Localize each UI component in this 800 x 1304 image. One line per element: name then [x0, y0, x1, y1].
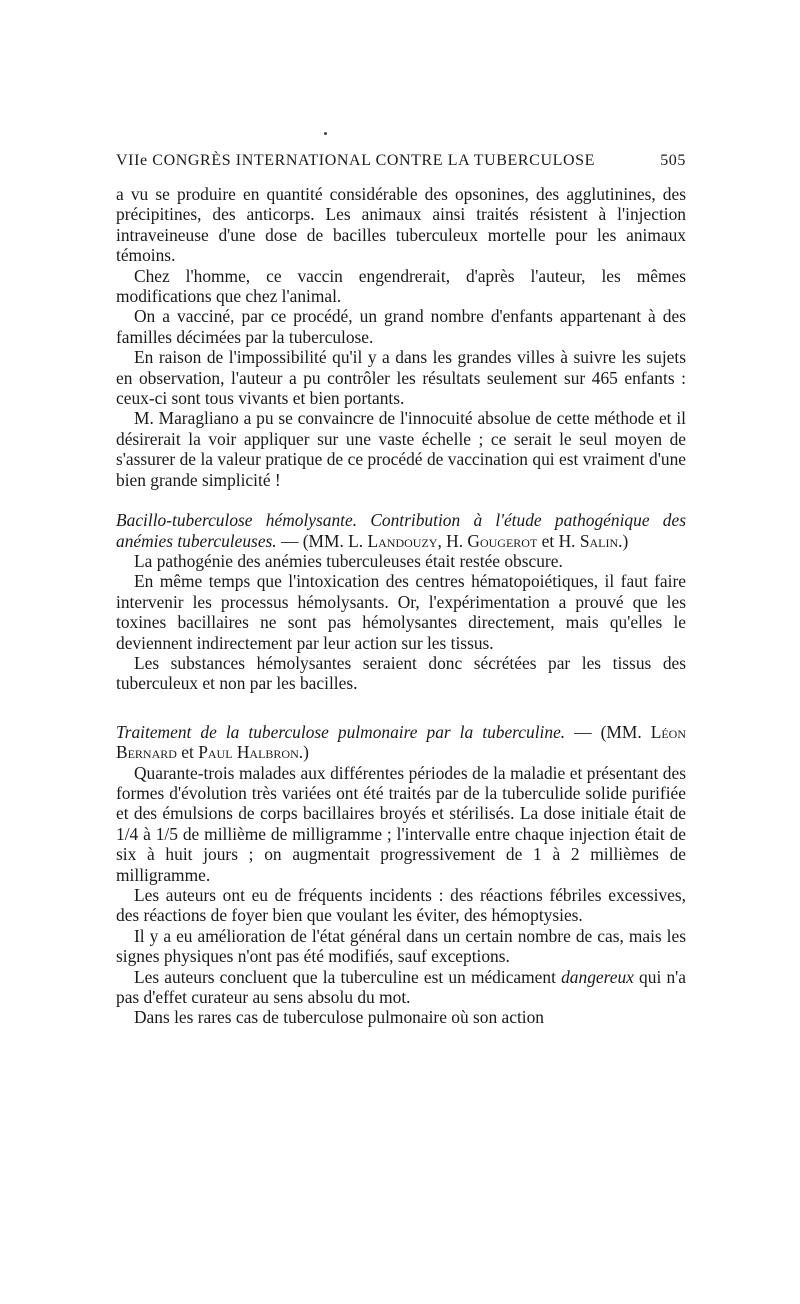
paragraph: En même temps que l'intoxication des centres hématopoiétiques, il faut faire intervenir les processus hémolysants. Or, l'expérimentation a prouvé que les toxines bacillaires ne sont pas hémolysantes directement, mais qu'elles le deviennent indirectement par leur action sur les tissus.	[116, 571, 686, 653]
paragraph: En raison de l'impossibilité qu'il y a dans les grandes villes à suivre les sujets en observation, l'auteur a pu contrôler les résultats seulement sur 465 enfants : ceux-ci sont tous vivants et bien portants.	[116, 347, 686, 409]
print-speck	[324, 132, 327, 135]
document-page	[116, 152, 686, 1028]
paragraph: Les auteurs ont eu de fréquents incidents : des réactions fébriles excessives, des réactions de foyer bien que voulant les éviter, des hémoptysies.	[116, 885, 686, 926]
paragraph: On a vacciné, par ce procédé, un grand nombre d'enfants appartenant à des familles décimées par la tuberculose.	[116, 306, 686, 347]
body-text	[116, 184, 686, 1028]
running-header	[116, 152, 686, 170]
section-heading-1: Bacillo-tuberculose hémolysante. Contribution à l'étude pathogénique des anémies tuberculeuses. — (MM. L. Landouzy, H. Gougerot et H. Salin.)	[116, 510, 686, 551]
running-title: VIIe CONGRÈS INTERNATIONAL CONTRE LA TUBERCULOSE	[116, 152, 596, 169]
author: L. Landouzy	[348, 530, 438, 551]
paragraph: Quarante-trois malades aux différentes périodes de la maladie et présentant des formes d'évolution très variées ont été traités par de la tuberculide solide purifiée et des émulsions de corps bacillaires broyés et stérilisés. La dose initiale était de 1/4 à 1/5 de millième de milligramme ; l'intervalle entre chaque injection était de six à huit jours ; on augmentait progressivement de 1 à 2 millièmes de milligramme.	[116, 762, 686, 885]
paragraph: Dans les rares cas de tuberculose pulmonaire où son action	[134, 1007, 544, 1028]
paragraph: Chez l'homme, ce vaccin engendrerait, d'après l'auteur, les mêmes modifications que chez l'animal.	[116, 265, 686, 307]
section-title: Traitement de la tuberculose pulmonaire par la tuberculine.	[116, 721, 566, 742]
paragraph: La pathogénie des anémies tuberculeuses était restée obscure.	[134, 550, 563, 571]
paragraph: Les substances hémolysantes seraient donc sécrétées par les tissus des tuberculeux et non par les bacilles.	[116, 652, 686, 694]
section-title: Bacillo-tuberculose hémolysante. Contribution à l'étude pathogénique des anémies tuberculeuses.	[116, 510, 686, 551]
section-heading-2: Traitement de la tuberculose pulmonaire par la tuberculine. — (MM. Léon Bernard et Paul Halbron.)	[116, 721, 687, 763]
paragraph: Les auteurs concluent que la tuberculine est un médicament dangereux qui n'a pas d'effet curateur au sens absolu du mot.	[116, 966, 686, 1008]
author: Léon Bernard	[116, 721, 687, 763]
author: H. Gougerot	[446, 530, 538, 551]
emphasis: dangereux	[561, 966, 634, 987]
paragraph: a vu se produire en quantité considérable des opsonines, des agglutinines, des précipitines, des anticorps. Les animaux ainsi traités résistent à l'injection intraveineuse d'une dose de bacilles tuberculeux mortelle pour les animaux témoins.	[116, 184, 686, 266]
author: Paul Halbron	[198, 742, 299, 763]
author: H. Salin	[558, 530, 619, 551]
paragraph: M. Maragliano a pu se convaincre de l'innocuité absolue de cette méthode et il désirerait la voir appliquer sur une vaste échelle ; ce serait le seul moyen de s'assurer de la valeur pratique de ce procédé de vaccination qui est vraiment d'une bien grande simplicité !	[116, 408, 686, 490]
page-number: 505	[660, 152, 686, 169]
paragraph: Il y a eu amélioration de l'état général dans un certain nombre de cas, mais les signes physiques n'ont pas été modifiés, sauf exceptions.	[116, 925, 686, 967]
